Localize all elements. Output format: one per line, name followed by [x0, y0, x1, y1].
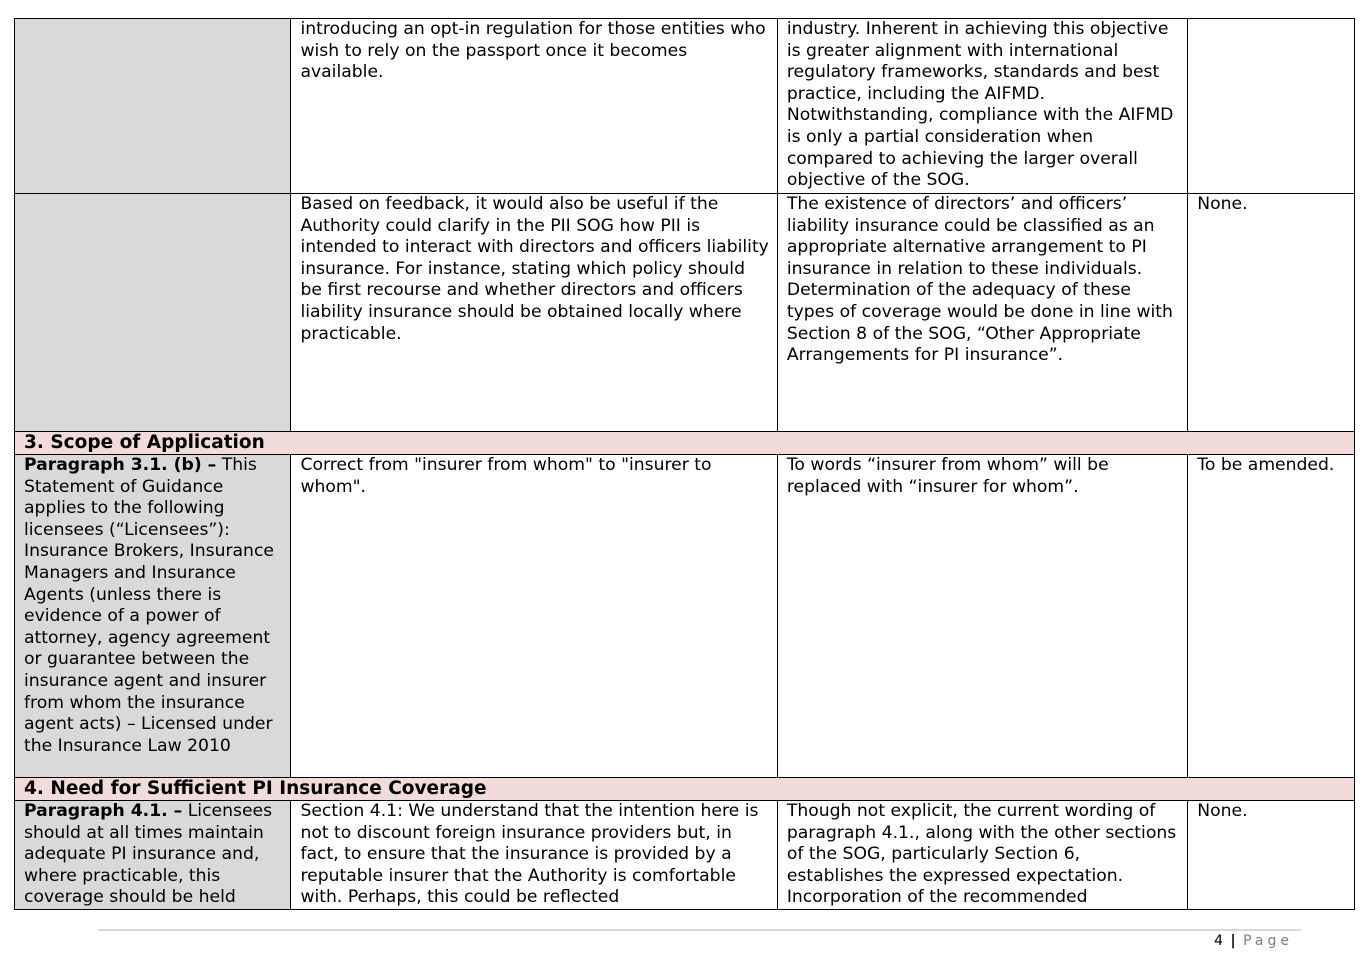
table-row — [15, 194, 1355, 432]
page-number: 4 — [1214, 933, 1224, 949]
footer-divider — [98, 929, 1301, 931]
comment-cell: Correct from "insurer from whom" to "insurer to whom". — [291, 455, 777, 778]
amendment-cell — [1188, 19, 1355, 194]
table-row — [15, 19, 1355, 194]
table-row — [15, 801, 1355, 910]
footer-separator: | — [1230, 933, 1236, 949]
comment-cell: Section 4.1: We understand that the intention here is not to discount foreign insurance providers but, in fact, to ensure that the insurance is provided by a reputable insurer that the Authority is comfortable with. Perhaps, this could be reflected — [291, 801, 777, 910]
provision-cell — [15, 194, 291, 432]
provision-text: Licensees should at all times maintain adequate PI insurance and, where practicable, this coverage should be held — [24, 801, 273, 908]
comment-cell: Based on feedback, it would also be useful if the Authority could clarify in the PII SOG how PII is intended to interact with directors and officers liability insurance. For instance, stating which policy should be first recourse and whether directors and officers liability insurance should be obtained locally where practicable. — [291, 194, 777, 432]
provision-heading: Paragraph 4.1. – — [24, 801, 183, 821]
amendment-cell: None. — [1188, 801, 1355, 910]
section-header-row — [15, 432, 1355, 455]
section-title: 4. Need for Sufficient PI Insurance Coverage — [15, 778, 1355, 801]
provision-cell — [15, 19, 291, 194]
provision-text: This Statement of Guidance applies to the following licensees (“Licensees”): Insurance Brokers, Insurance Managers and Insurance Agents (unless there is evidence of a power of attorney, agency agreement or guarantee between the insurance agent and insurer from whom the insurance agent acts) – Licensed under the Insurance Law 2010 — [24, 455, 274, 756]
response-cell: To words “insurer from whom” will be replaced with “insurer for whom”. — [777, 455, 1187, 778]
response-cell: The existence of directors’ and officers’ liability insurance could be classified as an appropriate alternative arrangement to PI insurance in relation to these individuals. Determination of the adequacy of these types of coverage would be done in line with Section 8 of the SOG, “Other Appropriate Arrangements for PI insurance”. — [777, 194, 1187, 432]
provision-cell — [15, 801, 291, 910]
section-header-row — [15, 778, 1355, 801]
provision-heading: Paragraph 3.1. (b) – — [24, 455, 217, 475]
page-label: Page — [1243, 933, 1293, 949]
provision-cell — [15, 455, 291, 778]
amendment-cell: None. — [1188, 194, 1355, 432]
response-cell: Though not explicit, the current wording of paragraph 4.1., along with the other sections of the SOG, particularly Section 6, establishes the expressed expectation. Incorporation of the recommended — [777, 801, 1187, 910]
comment-cell: introducing an opt-in regulation for those entities who wish to rely on the passport once it becomes available. — [291, 19, 777, 194]
consultation-response-table — [14, 18, 1355, 910]
page-footer — [1214, 933, 1293, 949]
table-row — [15, 455, 1355, 778]
response-cell: industry. Inherent in achieving this objective is greater alignment with international regulatory frameworks, standards and best practice, including the AIFMD. Notwithstanding, compliance with the AIFMD is only a partial consideration when compared to achieving the larger overall objective of the SOG. — [777, 19, 1187, 194]
amendment-cell: To be amended. — [1188, 455, 1355, 778]
section-title: 3. Scope of Application — [15, 432, 1355, 455]
